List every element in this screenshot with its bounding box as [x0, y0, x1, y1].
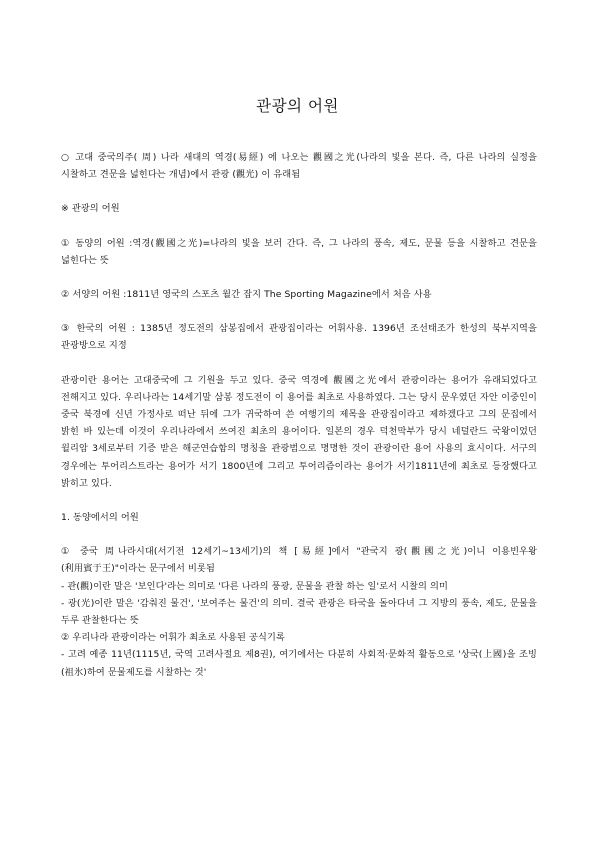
body-paragraph-history: 관광이란 용어는 고대중국에 그 기원을 두고 있다. 중국 역경에 觀國之光에서 관광이라는 용어가 유래되었다고 전해지고 있다. 우리나라는 14세기말 삼봉 정도전이 이 용어를 최초로 사용하였다. 그는 당시 문우였던 자안 이중인이 중국 북경에 신년 가정사로 떠난 뒤에 그가 귀국하여 쓴 여행기의 제목을 관광집이라고 제하겠다고 그의 문집에서 밝힌 바 있는데 이것이 우리나라에서 쓰여진 최초의 용어이다. 일본의 경우 덕천막부가 당시 네덜란드 국왕이었던 윌리암 3세로부터 기증 받은 해군연습함의 명칭을 관광범으로 명명한 것이 관광이란 용어 사용의 효시이다. 서구의 경우에는 투어리스트라는 용어가 서기 1800년에 그리고 투어리즘이라는 용어가 서기1811년에 최초로 등장했다고 밝히고 있다.: [61, 374, 537, 489]
document-body: [61, 149, 537, 681]
detail-item-gwan: - 관(觀)이란 말은 '보인다'라는 의미로 '다른 나라의 풍광, 문물을 관찰 하는 일'로서 시찰의 의미: [61, 580, 448, 592]
list-item-korean-origin: ③ 한국의 어원 : 1385년 정도전의 삼봉집에서 관광집이라는 어휘사용. 1396년 조선태조가 한성의 북부지역을 관광방으로 지정: [61, 323, 537, 352]
list-item-korea-first-record: ② 우리나라 관광이라는 어휘가 최초로 사용된 공식기록: [61, 632, 285, 644]
detail-item-goryeo: - 고려 예종 11년(1115년, 국역 고려사절요 제8권), 여기에서는 다분히 사회적·문화적 활동으로 '상국(上國)을 조빙(祖氷)하여 문물제도를 시찰하는 것': [61, 649, 537, 678]
list-item-eastern-origin: ① 동양의 어원 :역경(觀國之光)=나라의 빛을 보러 간다. 즉, 그 나라의 풍속, 제도, 문물 등을 시찰하고 견문을 넓힌다는 뜻: [61, 237, 537, 266]
section-heading-etymology: ※ 관광의 어원: [61, 203, 120, 215]
list-item-china-origin: ① 중국 周나라시대(서기전 12세기~13세기)의 책 [易經]에서 "관국지 광(觀國之光)이니 이용빈우왕(利用賓于王)"이라는 문구에서 비롯됨: [61, 546, 537, 575]
detail-item-gwang: - 광(光)이란 말은 '감춰진 물건', '보여주는 물건'의 의미. 결국 관광은 타국을 돌아다녀 그 지방의 풍속, 제도, 문물을 두루 관찰한다는 뜻: [61, 597, 537, 627]
list-item-western-origin: ② 서양의 어원 :1811년 영국의 스포츠 월간 잡지 The Sporting Magazine에서 처음 사용: [61, 289, 432, 301]
page-title: 관광의 어원: [256, 97, 339, 115]
intro-paragraph: ○ 고대 중국의주( 周) 나라 새대의 역경(易經) 에 나오는 觀國之光(나라의 빛을 본다. 즉, 다른 나라의 실정을 시찰하고 견문을 넓힌다는 개념)에서 관광 (觀光) 이 유래됨: [61, 152, 537, 181]
section-heading-eastern: 1. 동양에서의 어원: [61, 512, 139, 524]
